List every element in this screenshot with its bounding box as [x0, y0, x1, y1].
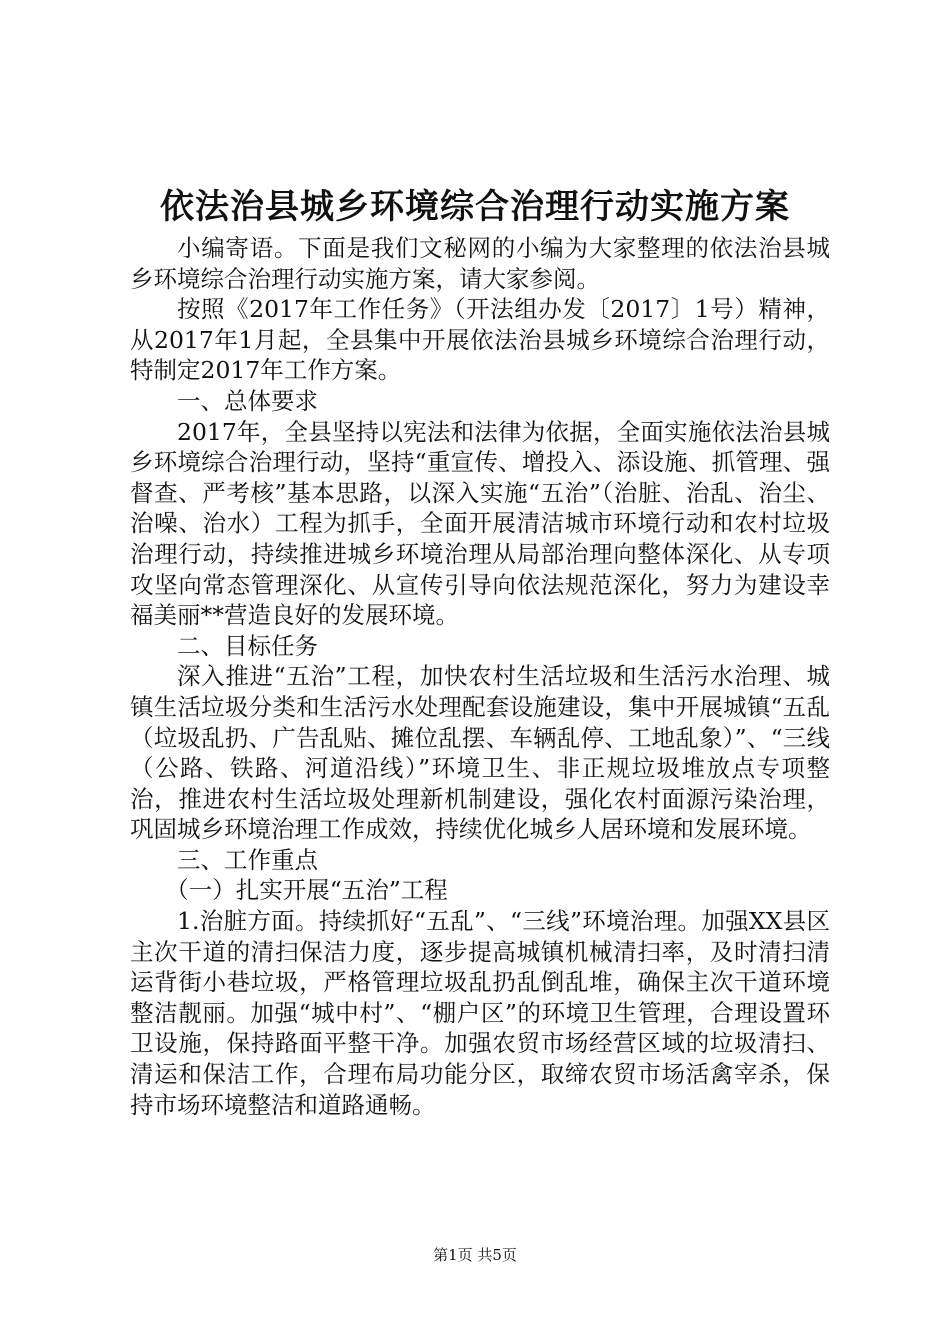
paragraph-basis: 按照《2017年工作任务》（开法组办发〔2017〕1号）精神，从2017年1月起，全县集中开展依法治县城乡环境综合治理行动，特制定2017年工作方案。 [130, 295, 830, 385]
paragraph-goals: 深入推进“五治”工程，加快农村生活垃圾和生活污水治理、城镇生活垃圾分类和生活污水处理配套设施建设，集中开展城镇“五乱（垃圾乱扔、广告乱贴、摊位乱摆、车辆乱停、工地乱象）”、“三线（公路、铁路、河道沿线）”环境卫生、非正规垃圾堆放点专项整治，推进农村生活垃圾处理新机制建设，强化农村面源污染治理，巩固城乡环境治理工作成效，持续优化城乡人居环境和发展环境。 [130, 662, 830, 844]
page-number-footer: 第1页 共5页 [433, 1246, 517, 1264]
section-heading-general-requirements: 一、总体要求 [177, 386, 318, 415]
document-title: 依法治县城乡环境综合治理行动实施方案 [160, 187, 790, 227]
section-heading-key-work: 三、工作重点 [177, 845, 318, 874]
paragraph-dirt-governance: 1.治脏方面。持续抓好“五乱”、“三线”环境治理。加强XX县区主次干道的清扫保洁力度，逐步提高城镇机械清扫率，及时清扫清运背街小巷垃圾，严格管理垃圾乱扔乱倒乱堆，确保主次干道环境整洁靓丽。加强“城中村”、“棚户区”的环境卫生管理，合理设置环卫设施，保持路面平整干净。加强农贸市场经营区域的垃圾清扫、清运和保洁工作，合理布局功能分区，取缔农贸市场活禽宰杀，保持市场环境整洁和道路通畅。 [130, 907, 830, 1119]
subsection-heading-five-governance: （一）扎实开展“五治”工程 [165, 876, 448, 905]
section-heading-goals: 二、目标任务 [177, 631, 318, 660]
paragraph-intro: 小编寄语。下面是我们文秘网的小编为大家整理的依法治县城乡环境综合治理行动实施方案，请大家参阅。 [130, 234, 830, 293]
paragraph-general-requirements: 2017年，全县坚持以宪法和法律为依据，全面实施依法治县城乡环境综合治理行动，坚持“重宣传、增投入、添设施、抓管理、强督查、严考核”基本思路，以深入实施“五治”（治脏、治乱、治尘、治噪、治水）工程为抓手，全面开展清洁城市环境行动和农村垃圾治理行动，持续推进城乡环境治理从局部治理向整体深化、从专项攻坚向常态管理深化、从宣传引导向依法规范深化，努力为建设幸福美丽**营造良好的发展环境。 [130, 417, 830, 630]
document-body [130, 233, 830, 1120]
